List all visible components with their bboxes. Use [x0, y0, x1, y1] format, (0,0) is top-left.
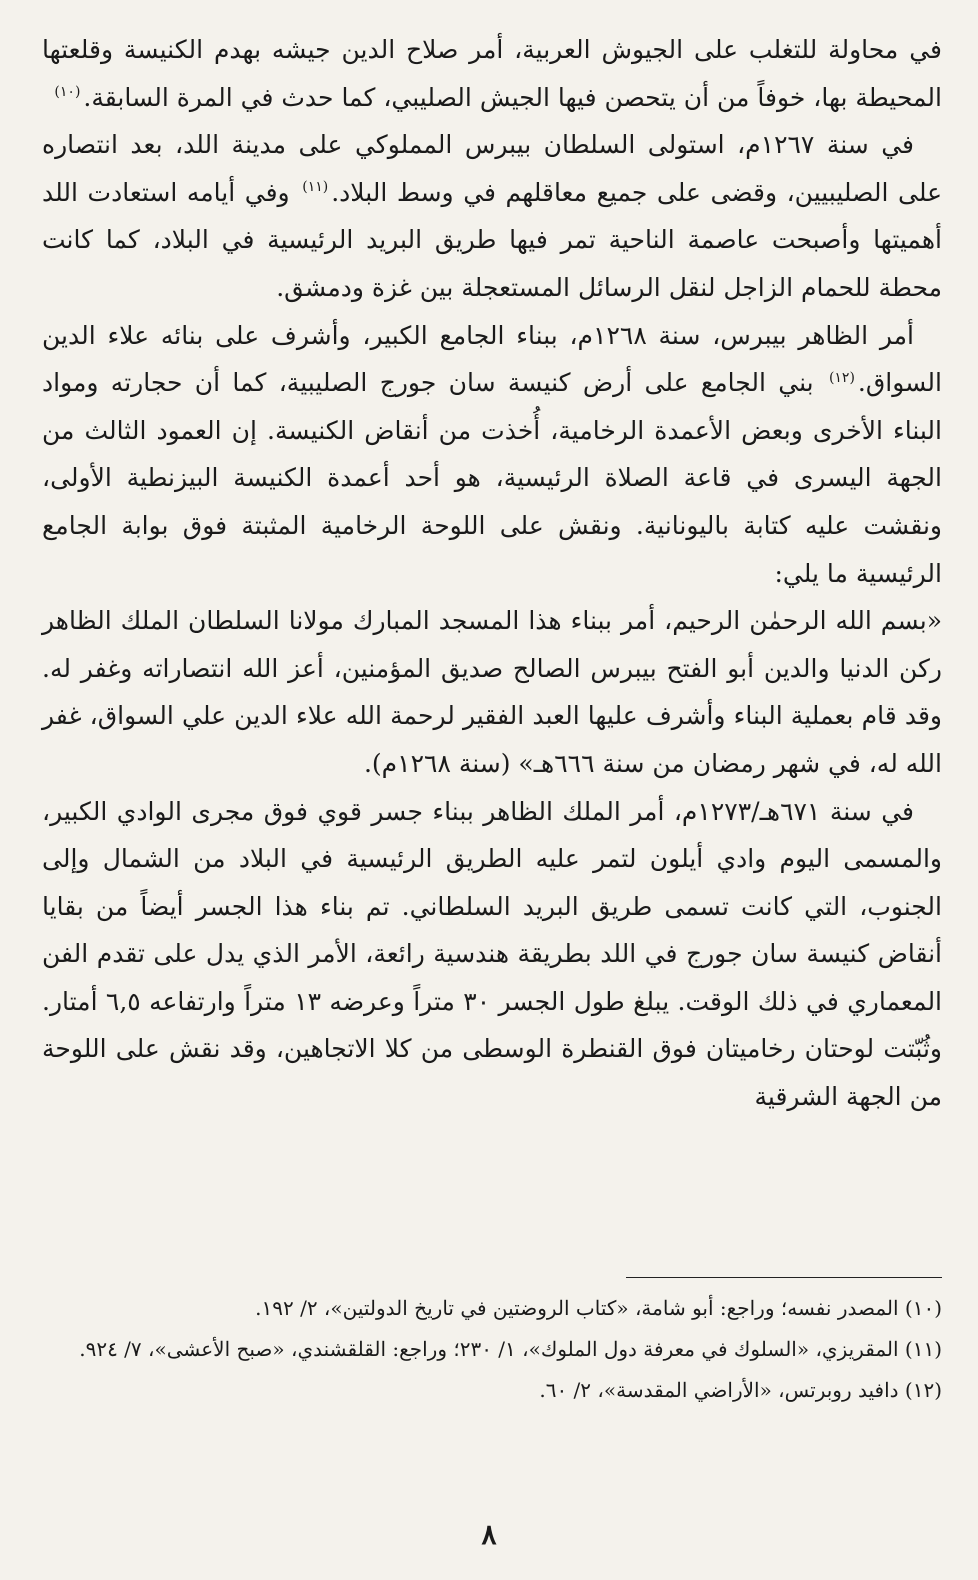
footnote-10: (١٠) المصدر نفسه؛ وراجع: أبو شامة، «كتاب الروضتين في تاريخ الدولتين»، ٢/ ١٩٢.	[255, 1296, 942, 1320]
paragraph-2-part1: في سنة ١٢٦٧م، استولى السلطان بيبرس المملوكي على مدينة اللد، بعد انتصاره على الصليبيين، وقضى على جميع معاقلهم في وسط البلاد.	[42, 130, 943, 207]
footnote-ref-10: (١٠)	[54, 84, 81, 101]
page-number: ٨	[481, 1518, 497, 1551]
paragraph-3	[42, 312, 942, 598]
main-text	[42, 26, 942, 1121]
paragraph-2-part2: وفي أيامه استعادت اللد أهميتها وأصبحت عاصمة الناحية تمر فيها طريق البريد الرئيسية في البلاد، كما كانت محطة للحمام الزاجل لنقل الرسائل المستعجلة بين غزة ودمشق.	[42, 177, 942, 302]
paragraph-1	[42, 26, 942, 121]
footnote-ref-12: (١٢)	[828, 369, 855, 386]
footnote-ref-11: (١١)	[302, 179, 329, 196]
paragraph-3-part1: أمر الظاهر بيبرس، سنة ١٢٦٨م، ببناء الجامع الكبير، وأشرف على بنائه علاء الدين السواق.	[42, 320, 942, 398]
footnote-12: (١٢) دافيد روبرتس، «الأراضي المقدسة»، ٢/ ٦٠.	[539, 1378, 942, 1402]
paragraph-5-text: في سنة ٦٧١هـ/١٢٧٣م، أمر الملك الظاهر ببناء جسر قوي فوق مجرى الوادي الكبير، والمسمى اليوم وادي أيلون لتمر عليه الطريق الرئيسية في البلاد من الشمال وإلى الجنوب، التي كانت تسمى طريق البريد السلطاني. تم بناء هذا الجسر أيضاً من بقايا أنقاض كنيسة سان جورج في اللد بطريقة هندسية رائعة، الأمر الذي يدل على تقدم الفن المعماري في ذلك الوقت. يبلغ طول الجسر ٣٠ متراً وعرضه ١٣ متراً وارتفاعه ٦,٥ أمتار. وثُبّتت لوحتان رخاميتان فوق القنطرة الوسطى من كلا الاتجاهين، وقد نقش على اللوحة من الجهة الشرقية	[42, 796, 943, 1112]
paragraph-5	[42, 788, 942, 1121]
footnote-divider	[626, 1277, 942, 1278]
paragraph-1-text: في محاولة للتغلب على الجيوش العربية، أمر صلاح الدين جيشه بهدم الكنيسة وقلعتها المحيطة بها، خوفاً من أن يتحصن فيها الجيش الصليبي، كما حدث في المرة السابقة.	[42, 35, 942, 112]
inscription-quote-text: «بسم الله الرحمٰن الرحيم، أمر ببناء هذا المسجد المبارك مولانا السلطان الملك الظاهر ركن الدنيا والدين أبو الفتح بيبرس الصالح صديق المؤمنين، أعز الله انتصاراته وغفر له. وقد قام بعملية البناء وأشرف عليها العبد الفقير لرحمة الله علاء الدين علي السواق، غفر الله له، في شهر رمضان من سنة ٦٦٦هـ» (سنة ١٢٦٨م).	[42, 606, 942, 778]
inscription-quote	[42, 597, 942, 787]
footnotes	[42, 1290, 942, 1413]
paragraph-2	[42, 121, 942, 311]
paragraph-3-part2: بني الجامع على أرض كنيسة سان جورج الصليبية، كما أن حجارته ومواد البناء الأخرى وبعض الأعمدة الرخامية، أُخذت من أنقاض الكنيسة. إن العمود الثالث من الجهة اليسرى في قاعة الصلاة الرئيسية، هو أحد أعمدة الكنيسة البيزنطية الأولى، ونقشت عليه كتابة باليونانية. ونقش على اللوحة الرخامية المثبتة فوق بوابة الجامع الرئيسية ما يلي:	[42, 368, 942, 588]
footnote-11: (١١) المقريزي، «السلوك في معرفة دول الملوك»، ١/ ٢٣٠؛ وراجع: القلقشندي، «صبح الأعشى»، ٧/ ٩٢٤.	[79, 1337, 942, 1361]
